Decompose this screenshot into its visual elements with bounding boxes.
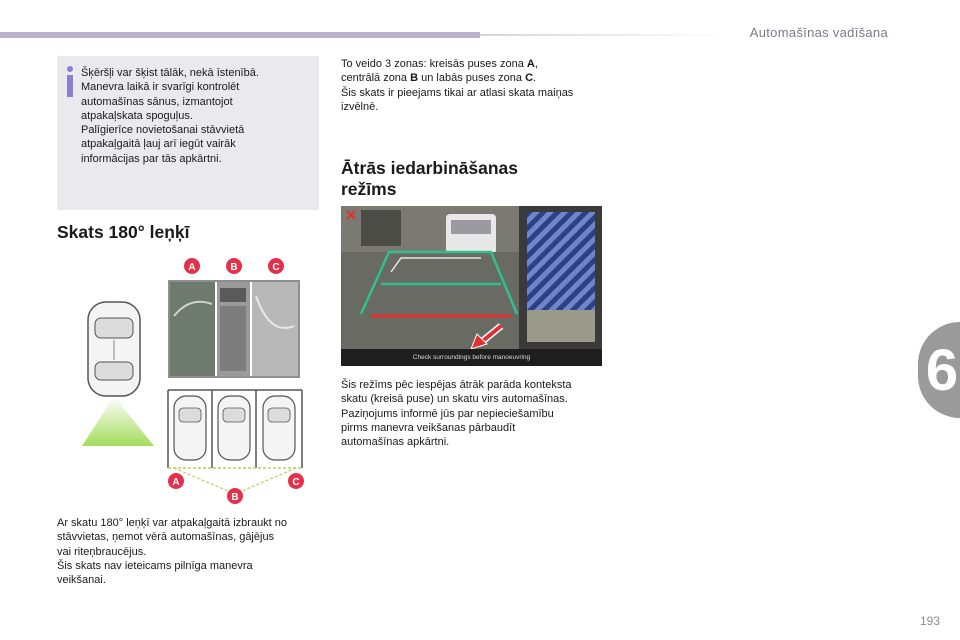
svg-text:B: B — [231, 492, 239, 503]
label-bottom-c — [288, 473, 304, 489]
paragraph-zones — [341, 57, 606, 114]
text-line: Šis skats nav ieteicams pilnīga manevra — [57, 559, 253, 572]
zone-b-label: B — [410, 72, 419, 85]
text-line: Šis režīms pēc iespējas ātrāk parāda konteksta — [341, 379, 572, 391]
text-line: stāvvietas, ņemot vērā automašīnas, gājējus — [57, 531, 275, 544]
label-bottom-b — [227, 488, 243, 504]
camera-split-view — [168, 280, 300, 378]
text-line: Ar skatu 180° leņķī var atpakaļgaitā izbraukt no — [57, 517, 288, 529]
heading-180-view: Skats 180° leņķī — [57, 222, 190, 242]
label-top-a — [184, 258, 200, 274]
page-number: 193 — [919, 614, 940, 628]
header-bar — [0, 32, 480, 38]
label-top-c — [268, 258, 284, 274]
text-line: To veido 3 zonas: kreisās puses zona A, — [341, 58, 538, 70]
paragraph-180-view — [57, 516, 327, 587]
chapter-number: 6 — [925, 337, 959, 403]
info-box — [57, 56, 319, 210]
paragraph-quick-start — [341, 378, 603, 449]
info-text: Šķēršļi var šķist tālāk, nekā īstenībā. Manevra laikā ir svarīgi kontrolēt automašīnas sānus, izmantojot atpakaļskata spoguļus. Palīgierīce novietošanai stāvvietā atpakaļgaitā ļauj arī iegūt vairāk informācijas par tās apkārtni. — [81, 67, 259, 165]
illustration-180-view — [70, 256, 330, 506]
header-bar-fade — [480, 34, 730, 36]
info-icon — [63, 66, 77, 96]
chapter-tab — [918, 322, 960, 418]
zone-a-label: A — [526, 58, 535, 70]
svg-text:A: A — [188, 262, 196, 273]
text-line: izvēlnē. — [341, 100, 379, 113]
svg-text:C: C — [292, 477, 300, 488]
zone-c-label: C — [525, 72, 534, 85]
text-line: pirms manevra veikšanas pārbaudīt — [341, 421, 516, 434]
heading-quick-start: Ātrās iedarbināšanas režīms — [341, 158, 519, 199]
label-bottom-a — [168, 473, 184, 489]
figure-180-view — [70, 256, 330, 506]
svg-text:C: C — [272, 262, 280, 273]
camera-screen — [341, 206, 602, 366]
parking-row — [168, 390, 302, 494]
svg-text:B: B — [230, 262, 238, 273]
text-line: Paziņojums informē jūs par nepieciešamību — [341, 407, 554, 420]
camera-warning-caption: Check surroundings before manoeuvring — [341, 349, 602, 366]
text-line: centrālā zona B un labās puses zona C. — [341, 72, 537, 85]
text-line: automašīnas apkārtni. — [341, 436, 450, 449]
label-top-b — [226, 258, 242, 274]
text-line: veikšanai. — [57, 574, 106, 587]
text-line: skatu (kreisā puse) un skatu virs automašīnas. — [341, 393, 568, 406]
svg-text:A: A — [172, 477, 180, 488]
section-title: Automašīnas vadīšana — [749, 25, 888, 40]
own-car-icon — [82, 302, 154, 446]
text-line: vai riteņbraucējus. — [57, 545, 147, 558]
text-line: Šis skats ir pieejams tikai ar atlasi skata maiņas — [341, 86, 574, 99]
camera-view-illustration — [341, 206, 602, 349]
